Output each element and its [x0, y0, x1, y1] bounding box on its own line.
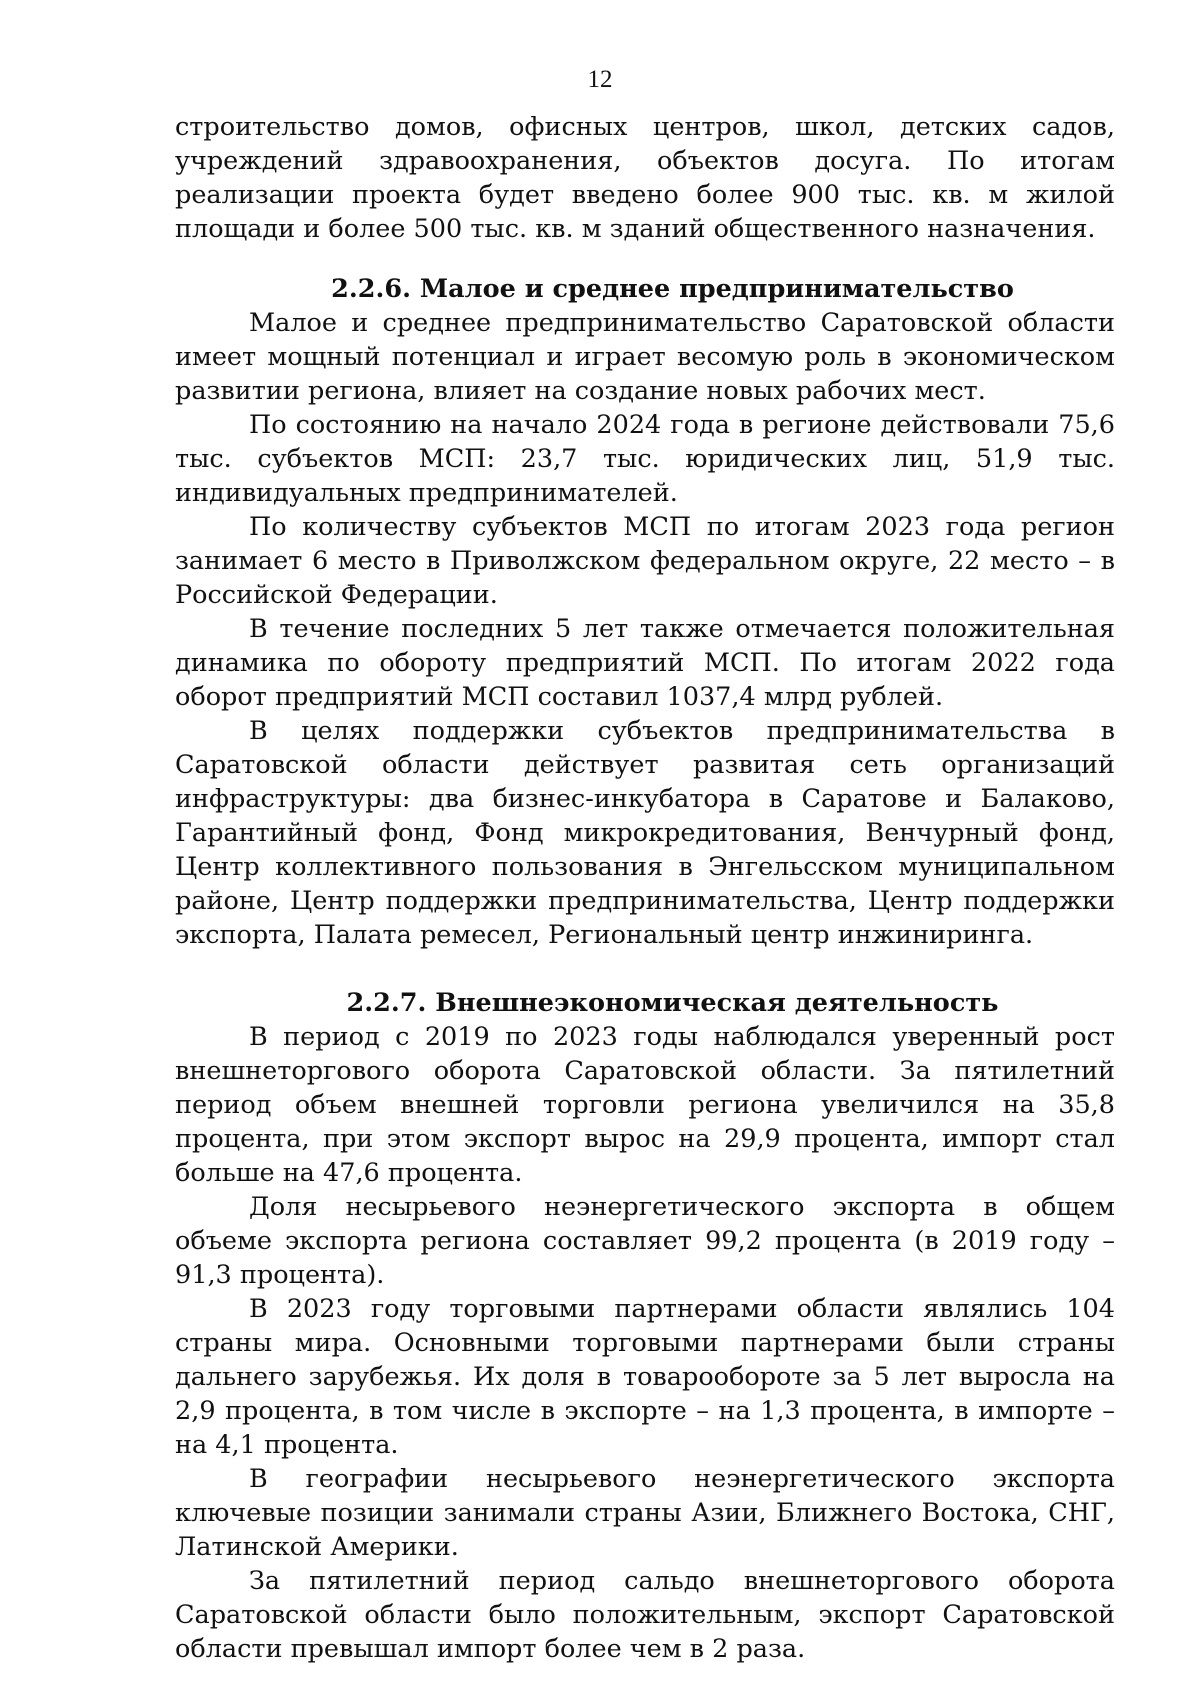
paragraph-trade-4: В географии несырьевого неэнергетического экспорта ключевые позиции занимали страны Азии, Ближнего Востока, СНГ, Латинской Америки. [175, 1464, 1115, 1562]
section-heading-foreign-trade: 2.2.7. Внешнеэкономическая деятельность [346, 988, 999, 1018]
paragraph-trade-3: В 2023 году торговыми партнерами области являлись 104 страны мира. Основными торговыми партнерами были страны дальнего зарубежья. Их доля в товарообороте за 5 лет выросла на 2,9 процента, в том числе в экспорте – на 1,3 процента, в импорте – на 4,1 процента. [175, 1294, 1115, 1460]
section-heading-sme: 2.2.6. Малое и среднее предпринимательство [331, 274, 1014, 304]
document-body [175, 110, 1115, 1666]
paragraph-intro: строительство домов, офисных центров, школ, детских садов, учреждений здравоохранения, объектов досуга. По итогам реализации проекта будет введено более 900 тыс. кв. м жилой площади и более 500 тыс. кв. м зданий общественного назначения. [175, 112, 1115, 244]
paragraph-sme-3: По количеству субъектов МСП по итогам 2023 года регион занимает 6 место в Приволжском федеральном округе, 22 место – в Российской Федерации. [175, 512, 1115, 610]
paragraph-trade-2: Доля несырьевого неэнергетического экспорта в общем объеме экспорта региона составляет 99,2 процента (в 2019 году – 91,3 процента). [175, 1192, 1115, 1290]
paragraph-sme-4: В течение последних 5 лет также отмечается положительная динамика по обороту предприятий МСП. По итогам 2022 года оборот предприятий МСП составил 1037,4 млрд рублей. [175, 614, 1115, 712]
paragraph-sme-5: В целях поддержки субъектов предпринимательства в Саратовской области действует развитая сеть организаций инфраструктуры: два бизнес-инкубатора в Саратове и Балаково, Гарантийный фонд, Фонд микрокредитования, Венчурный фонд, Центр коллективного пользования в Энгельсском муниципальном районе, Центр поддержки предпринимательства, Центр поддержки экспорта, Палата ремесел, Региональный центр инжиниринга. [175, 716, 1115, 950]
paragraph-trade-5: За пятилетний период сальдо внешнеторгового оборота Саратовской области было положительным, экспорт Саратовской области превышал импорт более чем в 2 раза. [175, 1566, 1115, 1664]
paragraph-sme-1: Малое и среднее предпринимательство Саратовской области имеет мощный потенциал и играет весомую роль в экономическом развитии региона, влияет на создание новых рабочих мест. [175, 308, 1115, 406]
paragraph-sme-2: По состоянию на начало 2024 года в регионе действовали 75,6 тыс. субъектов МСП: 23,7 тыс. юридических лиц, 51,9 тыс. индивидуальных предпринимателей. [175, 410, 1115, 508]
paragraph-trade-1: В период с 2019 по 2023 годы наблюдался уверенный рост внешнеторгового оборота Саратовской области. За пятилетний период объем внешней торговли региона увеличился на 35,8 процента, при этом экспорт вырос на 29,9 процента, импорт стал больше на 47,6 процента. [175, 1022, 1115, 1188]
page-number: 12 [587, 66, 613, 93]
